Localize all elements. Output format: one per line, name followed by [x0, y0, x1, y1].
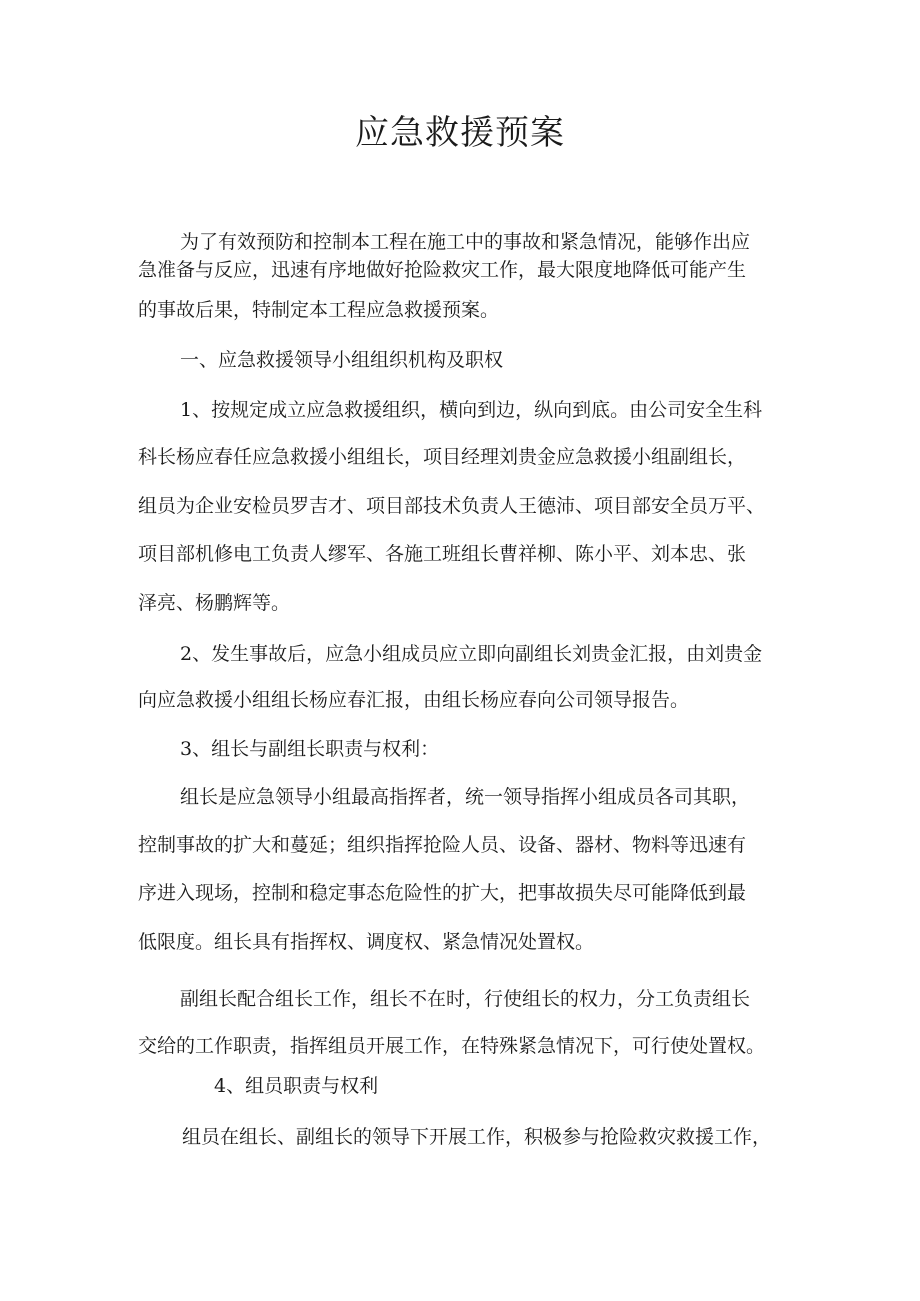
- member-para-line-1: 组员在组长、副组长的领导下开展工作，积极参与抢险救灾救援工作，: [182, 1126, 772, 1148]
- item-4-heading: 4、组员职责与权利: [214, 1075, 379, 1097]
- section-heading-1: 一、应急救援领导小组组织机构及职权: [180, 349, 504, 371]
- item-1-line-5: 泽亮、杨鹏辉等。: [138, 592, 291, 614]
- leader-para-line-1: 组长是应急领导小组最高指挥者，统一领导指挥小组成员各司其职，: [180, 786, 751, 808]
- item-2-line-1: 2、发生事故后，应急小组成员应立即向副组长刘贵金汇报，由刘贵金: [180, 643, 763, 665]
- item-3-heading: 3、组长与副组长职责与权利：: [180, 738, 440, 760]
- item-1-line-4: 项目部机修电工负责人缪军、各施工班组长曹祥柳、陈小平、刘本忠、张: [138, 543, 747, 565]
- document-title: 应急救援预案: [355, 113, 565, 153]
- leader-para-line-3: 序进入现场，控制和稳定事态危险性的扩大，把事故损失尽可能降低到最: [138, 882, 747, 904]
- item-1-line-1: 1、按规定成立应急救援组织，横向到边，纵向到底。由公司安全生科: [180, 399, 763, 421]
- leader-para-line-2: 控制事故的扩大和蔓延；组织指挥抢险人员、设备、器材、物料等迅速有: [138, 834, 747, 856]
- item-1-line-2: 科长杨应春任应急救援小组组长，项目经理刘贵金应急救援小组副组长，: [138, 446, 747, 468]
- leader-para-line-4: 低限度。组长具有指挥权、调度权、紧急情况处置权。: [138, 931, 595, 953]
- para-intro-line-1: 为了有效预防和控制本工程在施工中的事故和紧急情况，能够作出应: [180, 231, 751, 253]
- para-intro-line-3: 的事故后果，特制定本工程应急救援预案。: [138, 299, 500, 321]
- deputy-para-line-2: 交给的工作职责，指挥组员开展工作，在特殊紧急情况下，可行使处置权。: [138, 1035, 766, 1057]
- item-2-line-2: 向应急救援小组组长杨应春汇报，由组长杨应春向公司领导报告。: [138, 689, 690, 711]
- para-intro-line-2: 急准备与反应，迅速有序地做好抢险救灾工作，最大限度地降低可能产生: [138, 259, 747, 281]
- deputy-para-line-1: 副组长配合组长工作，组长不在时，行使组长的权力，分工负责组长: [180, 988, 751, 1010]
- item-1-line-3: 组员为企业安检员罗吉才、项目部技术负责人王德沛、项目部安全员万平、: [138, 495, 766, 517]
